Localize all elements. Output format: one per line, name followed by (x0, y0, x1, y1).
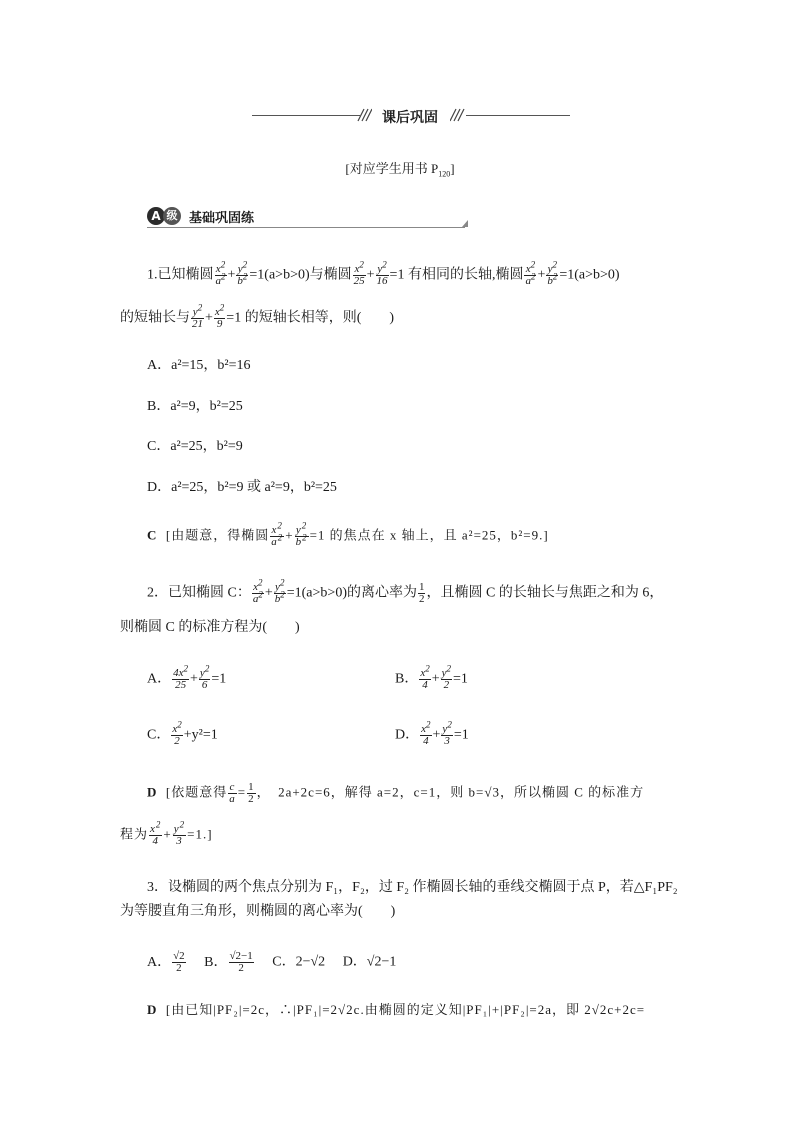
q1-option-c: C．a²=25，b²=9 (147, 439, 243, 454)
level-ji-icon: 级 (163, 207, 181, 225)
q3-answer-letter: D (147, 1002, 158, 1017)
header-rule-left (252, 115, 360, 116)
level-badge (147, 205, 254, 227)
q1-option-d: D．a²=25，b²=9 或 a²=9，b²=25 (147, 480, 337, 495)
q2-option-d: D． $\frac{x^2}{4}$ + $\frac{y^2}{3}$ =1 (395, 719, 469, 747)
hatch-right-icon (450, 107, 466, 123)
level-underline (147, 227, 465, 228)
q1-answer: C [由题意，得椭圆 $\frac{x^2}{a^2}$ + $\frac{y^2}{b^2}$ =1 的焦点在 x 轴上，且 a²=25，b²=9.] (147, 520, 549, 548)
q2-line1: 2．已知椭圆 C： $\frac{x^2}{a^2}$ + $\frac{y^2}{b^2}$ =1(a>b>0)的离心率为 $\frac{1}{2}$ ，且椭圆 C 的长轴长与焦距之和为 6， (147, 577, 664, 605)
section-title: 课后巩固 (382, 110, 438, 126)
book-reference (300, 158, 500, 177)
q3-answer: D [由已知|PF₂|=2c，∴|PF₁|=2√2c.由椭圆的定义知|PF₁|+|PF₂|=2a，即 2√2c+2c= (147, 1002, 646, 1017)
q3-option-d: D．√2−1 (342, 954, 397, 970)
q2-line2: 则椭圆 C 的标准方程为( ) (120, 620, 300, 635)
q1-option-b: B．a²=9，b²=25 (147, 399, 243, 414)
q2-option-c: C． $\frac{x^2}{2}$ +y²=1 (147, 719, 218, 747)
q3-line2: 为等腰直角三角形，则椭圆的离心率为( ) (120, 904, 396, 919)
header-rule-right (466, 115, 570, 116)
q1-option-a: A．a²=15，b²=16 (147, 358, 251, 373)
q3-option-b: B． $\frac{√2-1}{2}$ (204, 950, 253, 974)
q2-option-a: A． $\frac{4x^2}{25}$ + $\frac{y^2}{6}$ =1 (147, 663, 227, 691)
q3-option-a: A． $\frac{√2}{2}$ (147, 950, 185, 974)
q3-option-c: C．2−√2 (272, 954, 326, 970)
q2-option-b: B． $\frac{x^2}{4}$ + $\frac{y^2}{2}$ =1 (395, 663, 468, 691)
q2-answer-letter: D (147, 784, 158, 800)
ref-close: ] (450, 161, 455, 176)
q3-options (147, 951, 396, 974)
q2-answer-cont: 程为 $\frac{x^2}{4}$ + $\frac{y^2}{3}$ =1.] (120, 819, 213, 847)
q2-answer: D [依题意得 $\frac{c}{a}$ = $\frac{1}{2}$ ， 2a+2c=6，解得 a=2，c=1，则 b=√3，所以椭圆 C 的标准方 (147, 781, 645, 805)
q1-line1: 1.已知椭圆 $\frac{x^2}{a^2}$ + $\frac{y^2}{b^2}$ =1(a>b>0)与椭圆 $\frac{x^2}{25}$ + $\frac{y^2}{16}$ =1 有相同的长轴,椭圆 $\frac{x^2}{a^2}$ + $\frac{y^2}{b^2}$ =1(a>b>0) (147, 259, 620, 287)
level-underline-arrow (462, 220, 468, 227)
ref-page: 120 (438, 169, 451, 179)
q1-answer-letter: C (147, 527, 158, 543)
q1-line2: 的短轴长与 $\frac{y^2}{21}$ + $\frac{x^2}{9}$ =1 的短轴长相等，则( ) (120, 302, 395, 330)
ref-text: [对应学生用书 P (345, 161, 439, 176)
q3-line1: 3．设椭圆的两个焦点分别为 F₁，F₂，过 F₂ 作椭圆长轴的垂线交椭圆于点 P，若△F₁PF₂ (147, 880, 678, 895)
level-label: 基础巩固练 (189, 210, 255, 226)
level-a-icon: A (147, 207, 165, 225)
